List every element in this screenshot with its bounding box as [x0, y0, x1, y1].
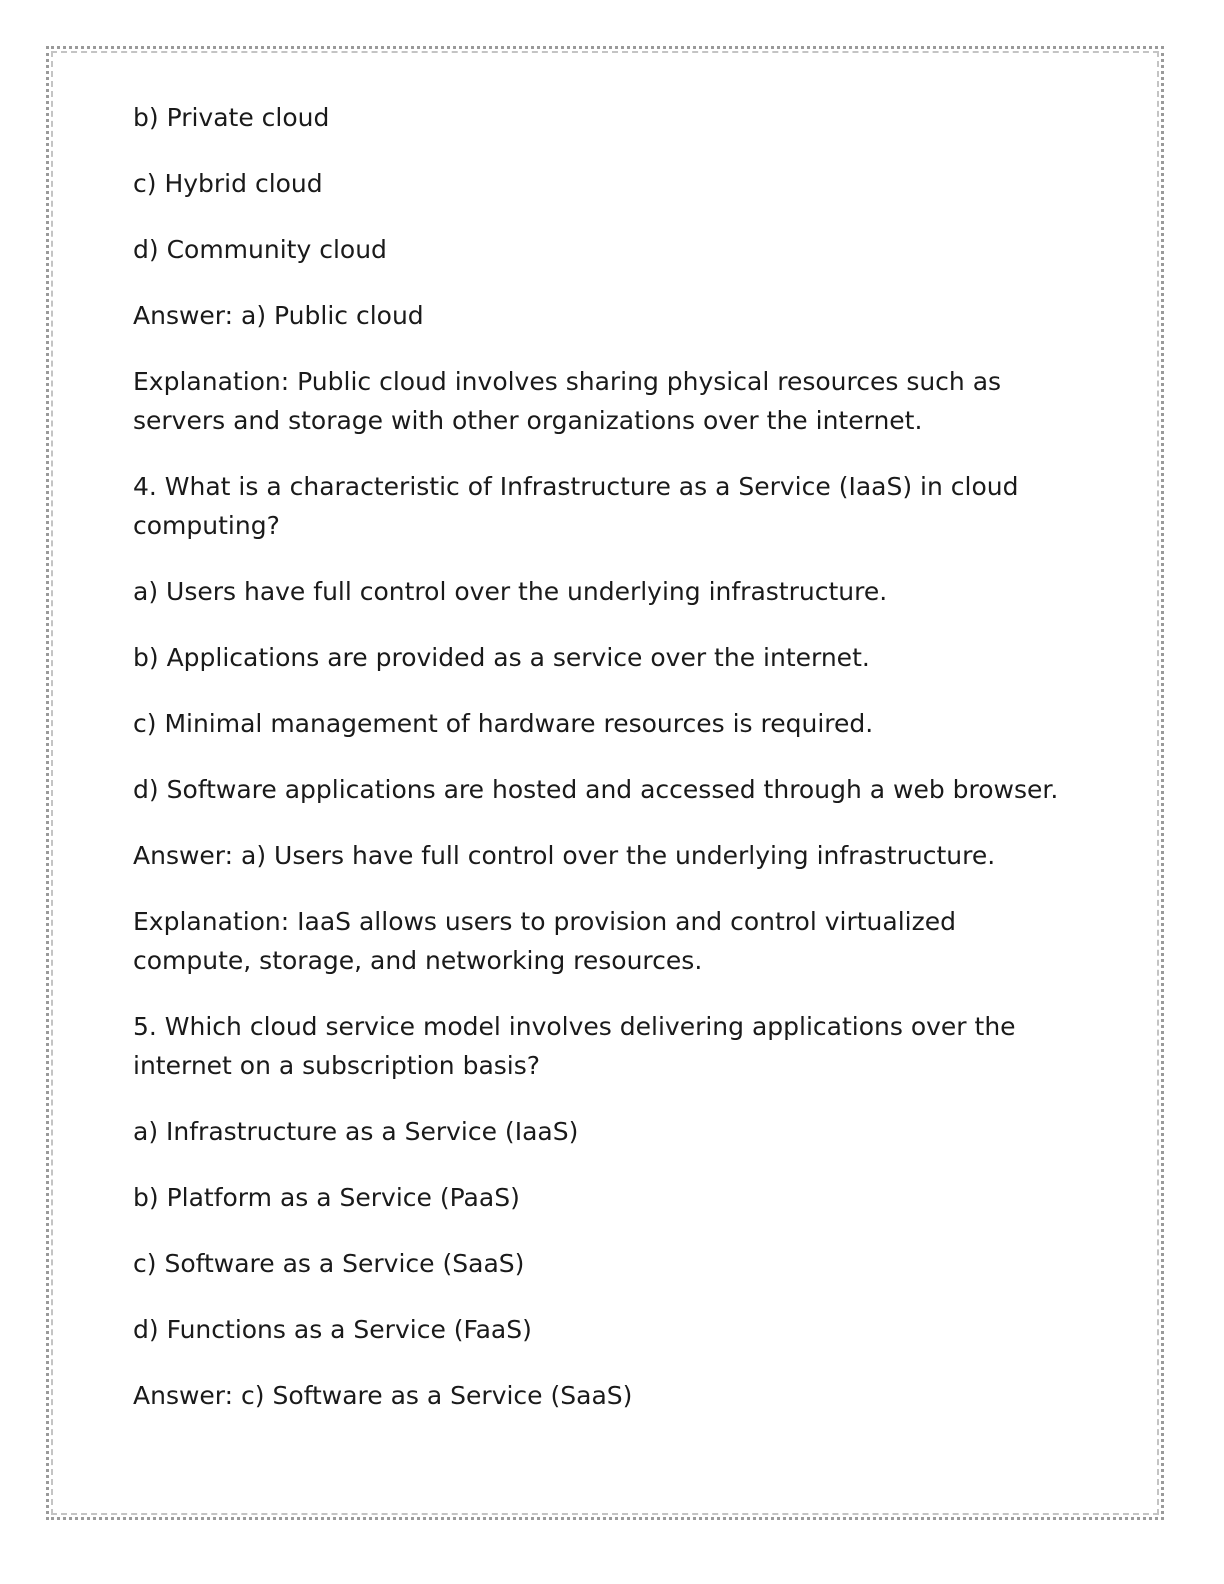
answer-q3: Answer: a) Public cloud [133, 301, 424, 330]
q5-option-c: c) Software as a Service (SaaS) [133, 1249, 525, 1278]
option-b-private-cloud: b) Private cloud [133, 103, 330, 132]
q5-option-b: b) Platform as a Service (PaaS) [133, 1183, 520, 1212]
explanation-q3: Explanation: Public cloud involves sharing physical resources such as servers and storage with other organizations over the internet. [133, 367, 1002, 435]
question-4: 4. What is a characteristic of Infrastructure as a Service (IaaS) in cloud computing? [133, 472, 1019, 540]
q5-option-a: a) Infrastructure as a Service (IaaS) [133, 1117, 579, 1146]
document-content [133, 98, 1063, 1415]
question-5: 5. Which cloud service model involves delivering applications over the internet on a subscription basis? [133, 1012, 1016, 1080]
q4-option-b: b) Applications are provided as a service over the internet. [133, 643, 870, 672]
explanation-q4: Explanation: IaaS allows users to provision and control virtualized compute, storage, and networking resources. [133, 907, 956, 975]
option-d-community-cloud: d) Community cloud [133, 235, 387, 264]
q4-option-a: a) Users have full control over the underlying infrastructure. [133, 577, 888, 606]
answer-q4: Answer: a) Users have full control over the underlying infrastructure. [133, 841, 996, 870]
answer-q5: Answer: c) Software as a Service (SaaS) [133, 1381, 633, 1410]
q4-option-d: d) Software applications are hosted and accessed through a web browser. [133, 775, 1059, 804]
q4-option-c: c) Minimal management of hardware resources is required. [133, 709, 874, 738]
q5-option-d: d) Functions as a Service (FaaS) [133, 1315, 532, 1344]
option-c-hybrid-cloud: c) Hybrid cloud [133, 169, 323, 198]
